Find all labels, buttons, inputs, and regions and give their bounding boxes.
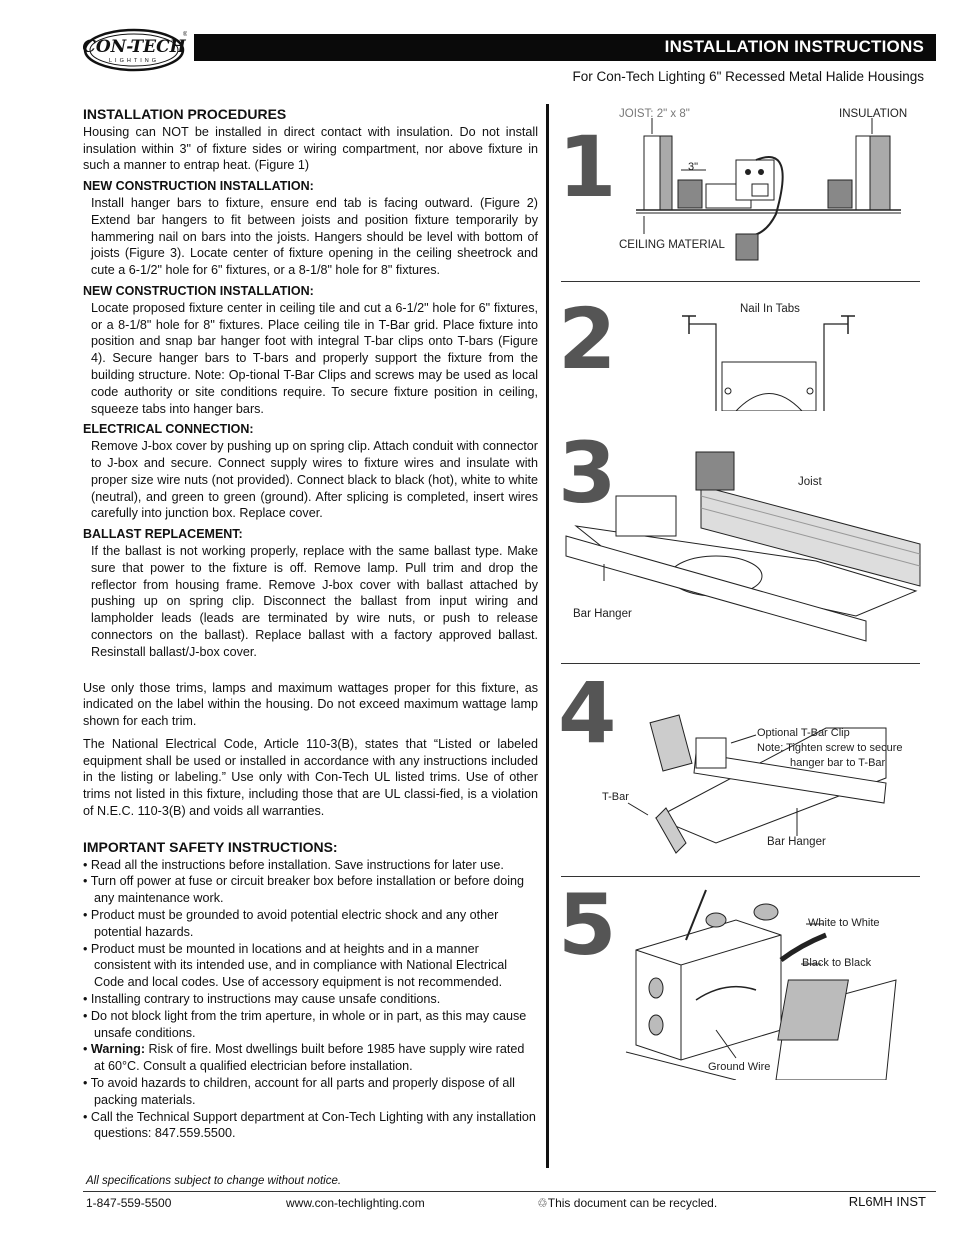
figure-number: 2 — [558, 290, 617, 388]
trims-note: Use only those trims, lamps and maximum wattages proper for this fixture, as indicated on the label within the housing. Do not exceed maximum wattage lamp shown for each trim. — [83, 680, 538, 729]
logo-graphic — [83, 28, 187, 72]
footer-phone: 1-847-559-5500 — [86, 1196, 172, 1210]
footer-divider — [83, 1191, 936, 1192]
section-body-electrical: Remove J-box cover by pushing up on spring clip. Attach conduit with connector to J-box and secure. Connect supply wires to fixture wires and insulate with proper size wire nuts (not provided). Connect black to black (hot), white to white (neutral), and green to green (ground). After splicing is completed, insert wires carefully into junction box. Replace cover. — [91, 439, 538, 521]
figure-divider — [561, 281, 920, 282]
black-to-black-label: Black to Black — [802, 957, 872, 969]
insulation-label: INSULATION — [839, 108, 908, 120]
safety-item: • Product must be mounted in locations and at heights and in a manner consistent with its intended use, and in compliance with National Electrical Code and local codes. Use of accessory equipment is not recommended. — [83, 941, 508, 990]
safety-item: • Turn off power at fuse or circuit breaker box before installation or before doing any maintenance work. — [83, 874, 525, 906]
recycle-icon: ♲ — [537, 1196, 548, 1210]
instructions-column — [83, 106, 538, 1142]
safety-item: • Product must be grounded to avoid potential electric shock and any other potential hazards. — [83, 908, 499, 939]
ceiling-label: CEILING MATERIAL — [619, 239, 725, 251]
section-body-new-construction-2: Locate proposed fixture center in ceiling tile and cut a 6-1/2" hole for 6" fixtures, or a 8-1/8" hole for 8" fixtures. Place ceiling tile in T-Bar grid. Place fixture into position and snap bar hanger foot with integral T-bar clips onto T-bars (Figure 4). Secure hanger bars to T-bars and properly support the fixture from the building structure. Note: Op-tional T-Bar Clips and screws may be used as local code authority or site conditions require. To secure fixture position in ceiling, squeeze tabs into hanger bars. — [91, 300, 538, 416]
figure-number: 3 — [558, 424, 617, 522]
svg-text:®: ® — [183, 32, 187, 38]
joist-label: Joist — [798, 476, 822, 488]
section-body-ballast: If the ballast is not working properly, replace with the same ballast type. Make sure that power to the fixture is off. Remove lamp. Pull trim and drop the reflector from housing frame. Remove J-box cover with ballast attached by pushing up on spring clip. Disconnect the ballast from input wiring and lampholder leads (leads are terminated by wire nuts, or push to release connectors on the ballast). Replace ballast with a factory approved ballast. Resinstall ballast/J-box cover. — [91, 543, 538, 659]
title-bar — [194, 34, 936, 61]
footer-website[interactable]: www.con-techlighting.com — [286, 1196, 425, 1210]
con-tech-logo — [83, 28, 187, 72]
bar-hanger-label: Bar Hanger — [767, 836, 826, 848]
figure-number: 4 — [558, 664, 617, 762]
figure-4-drawing — [556, 668, 926, 873]
warning-label: Warning: — [90, 1042, 146, 1057]
safety-item: • Do not block light from the trim aperture, in whole or in part, as this may cause unsafe conditions. — [83, 1008, 527, 1040]
clip-label: Optional T-Bar Clip — [757, 727, 850, 739]
note-line-2: hanger bar to T-Bar — [790, 757, 886, 769]
procedures-heading: INSTALLATION PROCEDURES — [83, 106, 287, 122]
bar-hanger-label: Bar Hanger — [573, 608, 632, 620]
nail-tabs-label: Nail In Tabs — [740, 303, 800, 315]
logo-text: CON-TECH — [83, 37, 186, 57]
figure-4 — [556, 664, 926, 873]
safety-item-warning: • Warning: Risk of fire. Most dwellings built before 1985 have supply wire rated at 60°C. Consult a qualified electrician before installation. — [83, 1042, 525, 1074]
figure-2 — [556, 286, 926, 411]
section-heading-electrical: ELECTRICAL CONNECTION: — [83, 422, 254, 437]
safety-item: • To avoid hazards to children, account for all parts and properly dispose of all packing materials. — [83, 1076, 515, 1107]
figure-number: 1 — [558, 118, 617, 216]
white-to-white-label: White to White — [808, 917, 880, 929]
section-heading-ballast: BALLAST REPLACEMENT: — [83, 527, 243, 542]
safety-item: • Installing contrary to instructions may cause unsafe conditions. — [83, 992, 441, 1007]
note-line-1: Note: Tighten screw to secure — [757, 742, 903, 754]
figure-1-drawing — [556, 104, 926, 279]
figure-5 — [556, 876, 926, 1080]
page-subtitle: For Con-Tech Lighting 6" Recessed Metal Halide Housings — [572, 69, 924, 84]
footer-recycle — [537, 1196, 717, 1210]
procedures-intro: Housing can NOT be installed in direct contact with insulation. Do not install insulation within 3" of fixture sides or wiring compartment, nor above fixture in such a manner to entrap heat. (Figure 1) — [83, 124, 538, 173]
page-title: INSTALLATION INSTRUCTIONS — [664, 37, 924, 56]
tbar-label: T-Bar — [602, 791, 629, 803]
document-code: RL6MH INST — [848, 1194, 926, 1209]
ground-wire-label: Ground Wire — [708, 1061, 771, 1073]
column-divider — [546, 104, 549, 1168]
figure-3-drawing — [556, 416, 926, 661]
logo-subtext: LIGHTING — [109, 58, 159, 64]
section-body-new-construction-1: Install hanger bars to fixture, ensure end tab is facing outward. (Figure 2) Extend bar hangers to fit between joists and position fixture temporarily by hammering nail on bars into the joists. Hangers should be level with bottom of joists (Figure 3). Locate center of fixture opening in the ceiling sheetrock and cute a 6-1/2" hole for 6" fixtures, or a 8-1/8" hole for 8" fixtures. — [91, 195, 538, 278]
safety-heading: IMPORTANT SAFETY INSTRUCTIONS: — [83, 838, 338, 855]
nec-note: The National Electrical Code, Article 110-3(B), states that “Listed or labeled equipment shall be used or installed in accordance with any instructions included in the listing or labeling.” Use only with Con-Tech UL listed trims. Use of other trims not listed in this fixture, including those that are UL classi-fied, is a violation of N.E.C. 110-3(B) and voids all warranties. — [83, 736, 538, 819]
safety-item: • Read all the instructions before installation. Save instructions for later use. — [83, 857, 504, 872]
gap-label: 3" — [688, 161, 699, 173]
figure-3 — [556, 416, 926, 661]
section-heading-new-construction-1: NEW CONSTRUCTION INSTALLATION: — [83, 179, 314, 194]
figure-1 — [556, 104, 926, 279]
recycle-text: This document can be recycled. — [547, 1196, 718, 1210]
section-heading-new-construction-2: NEW CONSTRUCTION INSTALLATION: — [83, 283, 314, 298]
figure-number: 5 — [558, 876, 617, 974]
safety-item: • Call the Technical Support department at Con-Tech Lighting with any installation questions: 847.559.5500. — [83, 1109, 536, 1141]
joist-label: JOIST: 2" x 8" — [619, 108, 690, 120]
safety-list — [83, 857, 538, 1143]
disclaimer: All specifications subject to change without notice. — [86, 1175, 342, 1187]
figure-5-drawing — [556, 880, 926, 1080]
